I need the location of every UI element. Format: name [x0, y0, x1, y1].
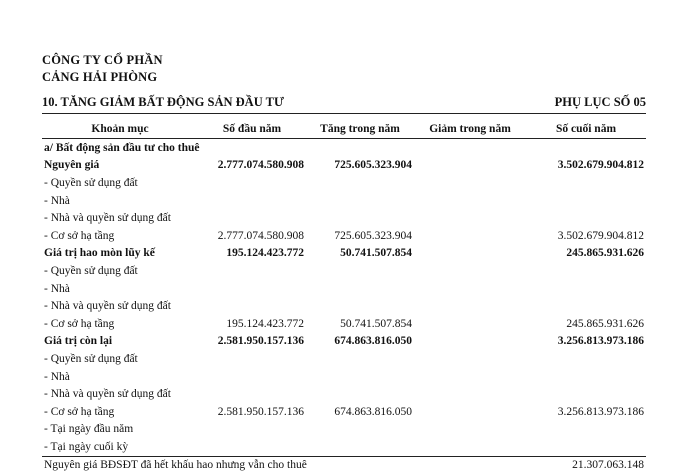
row-value [526, 209, 646, 227]
row-value [526, 262, 646, 280]
row-value [414, 157, 526, 175]
table-row [42, 350, 646, 368]
row-value: 195.124.423.772 [226, 317, 304, 330]
row-value: 2.777.074.580.908 [217, 159, 304, 172]
table-row [42, 209, 646, 227]
row-value: 50.741.507.854 [340, 317, 412, 330]
row-value [306, 385, 414, 403]
row-value [526, 368, 646, 386]
row-value [306, 174, 414, 192]
table-row [42, 139, 646, 157]
row-value [414, 421, 526, 439]
row-label: - Cơ sở hạ tầng [44, 229, 115, 242]
row-value [306, 209, 414, 227]
company-name-line1: CÔNG TY CỔ PHẦN [42, 53, 163, 67]
row-value [198, 368, 306, 386]
row-label: Nguyên giá [44, 159, 100, 172]
row-value: 674.863.816.050 [334, 335, 412, 348]
table-row [42, 280, 646, 298]
row-value [414, 438, 526, 456]
row-value [414, 209, 526, 227]
row-value [198, 385, 306, 403]
row-value [306, 438, 414, 456]
row-value [414, 315, 526, 333]
table-row [42, 192, 646, 210]
column-header-opening: Số đầu năm [198, 119, 306, 139]
row-value: 2.581.950.157.136 [217, 405, 304, 418]
row-value [198, 209, 306, 227]
row-value [306, 139, 414, 157]
row-label: - Tại ngày cuối kỳ [42, 438, 198, 456]
table-row [42, 421, 646, 439]
row-value: 195.124.423.772 [226, 247, 304, 260]
row-value [198, 192, 306, 210]
row-value [526, 438, 646, 456]
row-value [306, 368, 414, 386]
row-value [414, 333, 526, 351]
row-label: - Nhà và quyền sử dụng đất [44, 300, 171, 313]
row-value: 3.502.679.904.812 [557, 229, 644, 242]
table-row [42, 315, 646, 333]
row-value: 3.256.813.973.186 [557, 405, 644, 418]
row-label: - Quyền sử dụng đất [44, 176, 138, 189]
section-header [42, 95, 646, 114]
note-row [42, 456, 646, 474]
row-value [526, 421, 646, 439]
table-row [42, 438, 646, 456]
row-label: - Quyền sử dụng đất [44, 352, 138, 365]
row-value [306, 297, 414, 315]
row-label: Giá trị hao mòn lũy kế [44, 247, 155, 260]
row-value [526, 350, 646, 368]
row-value: 245.865.931.626 [566, 317, 644, 330]
table-header-row [42, 119, 646, 139]
row-value [198, 350, 306, 368]
row-value [414, 174, 526, 192]
row-value [306, 421, 414, 439]
row-value: 245.865.931.626 [566, 247, 644, 260]
row-value [414, 280, 526, 298]
note-label: Nguyên giá BĐSĐT đã hết khấu hao nhưng vẫn cho thuê [44, 459, 307, 472]
table-row [42, 245, 646, 263]
table-row [42, 157, 646, 175]
table-row [42, 333, 646, 351]
row-label: a/ Bất động sản đầu tư cho thuê [44, 141, 200, 154]
row-value [414, 192, 526, 210]
row-label: - Nhà [44, 194, 70, 207]
note-value: 21.307.063.148 [572, 459, 644, 472]
row-value [526, 297, 646, 315]
row-label: - Nhà và quyền sử dụng đất [44, 212, 171, 225]
company-name-line2: CẢNG HẢI PHÒNG [42, 70, 158, 84]
table-row [42, 385, 646, 403]
row-value [526, 280, 646, 298]
row-value: 725.605.323.904 [334, 159, 412, 172]
row-value [526, 174, 646, 192]
table-row [42, 174, 646, 192]
section-title: 10. TĂNG GIẢM BẤT ĐỘNG SẢN ĐẦU TƯ [42, 95, 284, 109]
row-value [414, 227, 526, 245]
row-value [198, 262, 306, 280]
row-label: - Tại ngày đầu năm [44, 423, 134, 436]
column-header-increase: Tăng trong năm [306, 119, 414, 139]
row-value [414, 245, 526, 263]
row-value: 3.502.679.904.812 [557, 159, 644, 172]
row-label: Giá trị còn lại [44, 335, 113, 348]
row-value: 50.741.507.854 [340, 247, 412, 260]
column-header-closing: Số cuối năm [526, 119, 646, 139]
row-value [198, 297, 306, 315]
row-value: 3.256.813.973.186 [557, 335, 644, 348]
row-label: - Quyền sử dụng đất [44, 264, 138, 277]
row-label: - Nhà [44, 370, 70, 383]
row-value: 725.605.323.904 [334, 229, 412, 242]
row-value [414, 403, 526, 421]
column-header-item: Khoản mục [42, 119, 198, 139]
row-value: 2.581.950.157.136 [217, 335, 304, 348]
row-value [198, 438, 306, 456]
row-value [306, 280, 414, 298]
column-header-decrease: Giảm trong năm [414, 119, 526, 139]
row-value: 2.777.074.580.908 [217, 229, 304, 242]
row-value [414, 297, 526, 315]
row-label: - Cơ sở hạ tầng [44, 317, 115, 330]
row-value [306, 262, 414, 280]
row-label: - Nhà và quyền sử dụng đất [44, 388, 171, 401]
table-row [42, 403, 646, 421]
row-label: - Nhà [44, 282, 70, 295]
appendix-label: PHỤ LỤC SỐ 05 [554, 95, 646, 109]
row-value [198, 280, 306, 298]
table-row [42, 262, 646, 280]
row-value [526, 385, 646, 403]
table-row [42, 227, 646, 245]
table-row [42, 368, 646, 386]
row-value [526, 192, 646, 210]
row-value [526, 139, 646, 157]
row-value [414, 368, 526, 386]
row-value [306, 192, 414, 210]
table-row [42, 297, 646, 315]
row-value [198, 421, 306, 439]
row-value [306, 350, 414, 368]
investment-property-table [42, 119, 646, 474]
row-value [414, 139, 526, 157]
row-value [414, 262, 526, 280]
row-value [198, 174, 306, 192]
row-value [414, 350, 526, 368]
row-value [198, 139, 306, 157]
row-value [414, 385, 526, 403]
row-label: - Cơ sở hạ tầng [44, 405, 115, 418]
row-value: 674.863.816.050 [334, 405, 412, 418]
